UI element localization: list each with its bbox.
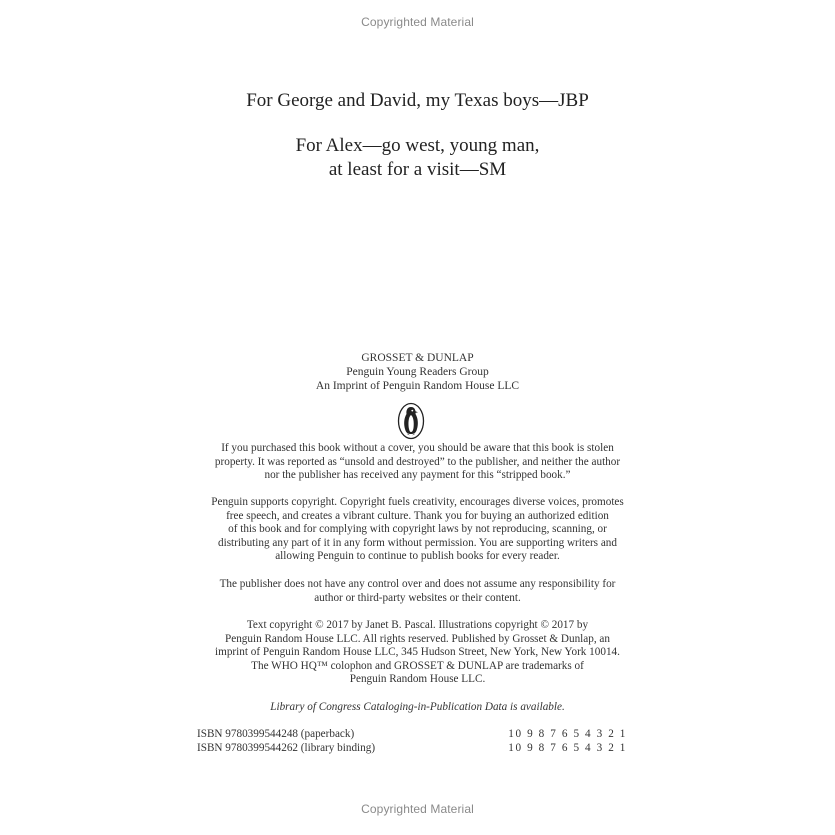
text-line: distributing any part of it in any form without permission. You are supporting writers and xyxy=(218,536,617,549)
printing-line: 10 9 8 7 6 5 4 3 2 1 xyxy=(508,728,627,740)
isbn-label: ISBN 9780399544248 (paperback) xyxy=(197,728,355,740)
text-line: Penguin Random House LLC. All rights reserved. Published by Grosset & Dunlap, an xyxy=(225,632,610,645)
text-line: Penguin Random House LLC. xyxy=(349,673,486,686)
dedication-2 xyxy=(0,134,835,182)
text-line: author or third-party websites or their content. xyxy=(314,591,521,604)
text-line: free speech, and creates a vibrant culture. Thank you for buying an authorized edition xyxy=(226,509,609,522)
stripped-book-notice xyxy=(190,442,645,483)
text-line: Text copyright © 2017 by Janet B. Pascal. Illustrations copyright © 2017 by xyxy=(246,619,589,631)
isbn-label: ISBN 9780399544262 (library binding) xyxy=(197,742,376,754)
watermark-top: Copyrighted Material xyxy=(361,15,474,29)
publisher-name: GROSSET & DUNLAP xyxy=(361,352,474,364)
copyright-statement xyxy=(190,619,645,687)
text-line: If you purchased this book without a cover, you should be aware that this book is stolen xyxy=(221,442,614,454)
text-line: The WHO HQ™ colophon and GROSSET & DUNLAP are trademarks of xyxy=(251,659,584,672)
dedication-line: For George and David, my Texas boys—JBP xyxy=(246,90,589,111)
text-line: Penguin supports copyright. Copyright fuels creativity, encourages diverse voices, promotes xyxy=(211,496,624,508)
text-line: property. It was reported as “unsold and destroyed” to the publisher, and neither the author xyxy=(214,455,621,468)
dedication-line: For Alex—go west, young man, xyxy=(295,135,540,156)
isbn-block xyxy=(197,727,627,755)
cataloging-notice xyxy=(190,701,645,715)
penguin-logo-icon xyxy=(397,402,425,440)
publisher-group: Penguin Young Readers Group xyxy=(346,366,489,378)
text-line: of this book and for complying with copyright laws by not reproducing, scanning, or xyxy=(228,523,607,536)
printing-line: 10 9 8 7 6 5 4 3 2 1 xyxy=(508,742,627,754)
isbn-row xyxy=(197,741,627,755)
publisher-block xyxy=(0,351,835,393)
text-line: The publisher does not have any control over and does not assume any responsibility for xyxy=(219,578,616,590)
text-line: nor the publisher has received any payment for this “stripped book.” xyxy=(264,469,571,482)
third-party-notice xyxy=(190,578,645,605)
copyright-support-notice xyxy=(190,496,645,564)
watermark-bottom: Copyrighted Material xyxy=(361,802,474,816)
publisher-imprint: An Imprint of Penguin Random House LLC xyxy=(315,380,520,392)
isbn-row xyxy=(197,727,627,741)
dedication-1 xyxy=(0,89,835,113)
text-line: Library of Congress Cataloging-in-Publication Data is available. xyxy=(270,701,565,713)
dedication-line: at least for a visit—SM xyxy=(328,159,507,180)
text-line: allowing Penguin to continue to publish books for every reader. xyxy=(275,550,560,563)
text-line: imprint of Penguin Random House LLC, 345 Hudson Street, New York, New York 10014. xyxy=(215,646,620,659)
